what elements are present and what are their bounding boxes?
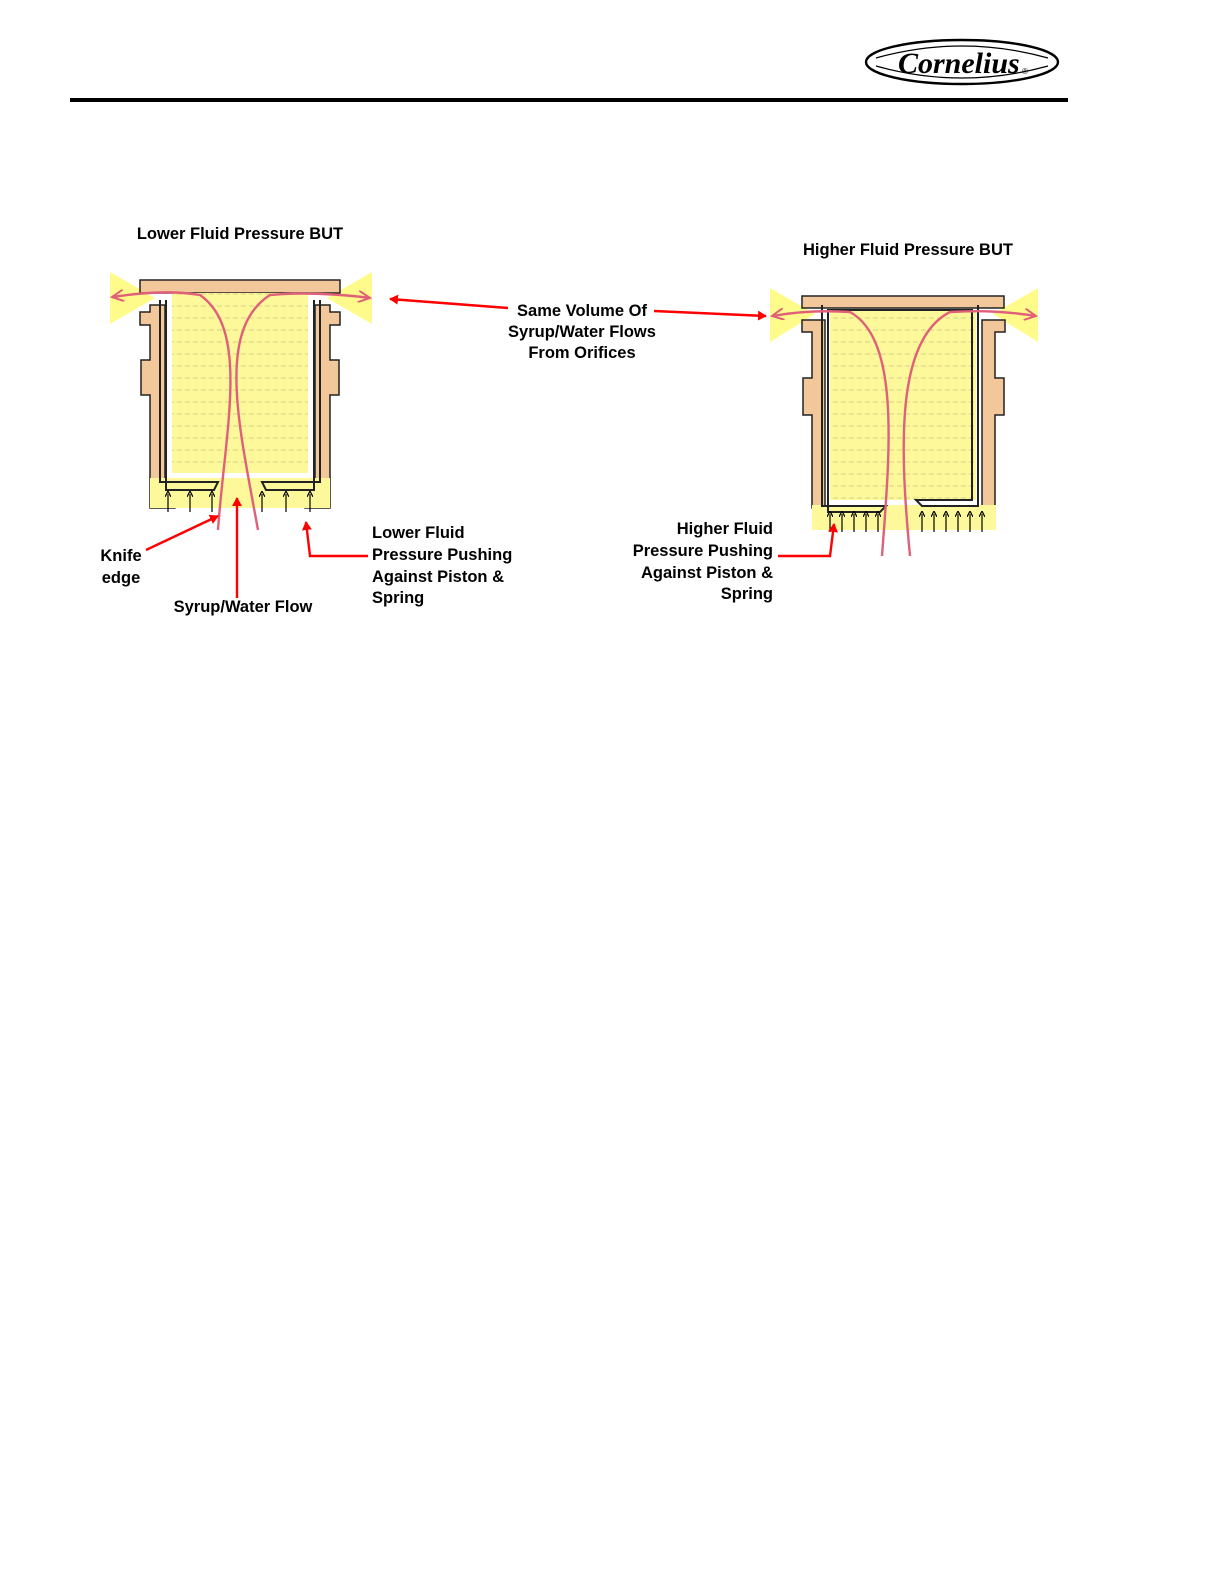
center-label-line-2: Syrup/Water Flows <box>508 323 656 341</box>
knife-edge-line-2: edge <box>101 569 141 587</box>
brand-name: Cornelius <box>898 47 1020 80</box>
lower-pressure-label <box>372 524 512 607</box>
pointer-to-right-orifice <box>654 311 766 316</box>
right-spring <box>830 310 976 500</box>
lower-pressure-line-4: Spring <box>372 589 425 607</box>
right-valve-assembly <box>770 288 1038 556</box>
knife-edge-line-1: Knife <box>100 547 142 565</box>
left-spring <box>172 293 308 473</box>
registered-mark: ® <box>1022 67 1028 76</box>
pointer-knife-edge <box>146 516 218 550</box>
left-title: Lower Fluid Pressure BUT <box>136 225 344 243</box>
center-label-line-3: From Orifices <box>528 344 636 362</box>
lower-pressure-line-2: Pressure Pushing <box>372 546 513 564</box>
knife-edge-label <box>100 547 141 587</box>
lower-pressure-line-3: Against Piston & <box>372 568 505 586</box>
higher-pressure-label <box>633 520 773 603</box>
pointer-lower-pressure <box>306 522 368 556</box>
lower-pressure-line-1: Lower Fluid <box>372 524 465 542</box>
right-title: Higher Fluid Pressure BUT <box>803 241 1013 259</box>
right-inlet-fluid <box>812 505 996 530</box>
pointer-to-left-orifice <box>390 299 508 308</box>
syrup-flow-label: Syrup/Water Flow <box>173 598 313 616</box>
center-label-line-1: Same Volume Of <box>517 302 647 320</box>
left-valve-assembly <box>110 272 372 530</box>
higher-pressure-line-3: Against Piston & <box>640 564 773 582</box>
higher-pressure-line-2: Pressure Pushing <box>632 542 773 560</box>
higher-pressure-line-1: Higher Fluid <box>676 520 773 538</box>
higher-pressure-line-4: Spring <box>720 585 773 603</box>
center-label <box>508 302 656 362</box>
